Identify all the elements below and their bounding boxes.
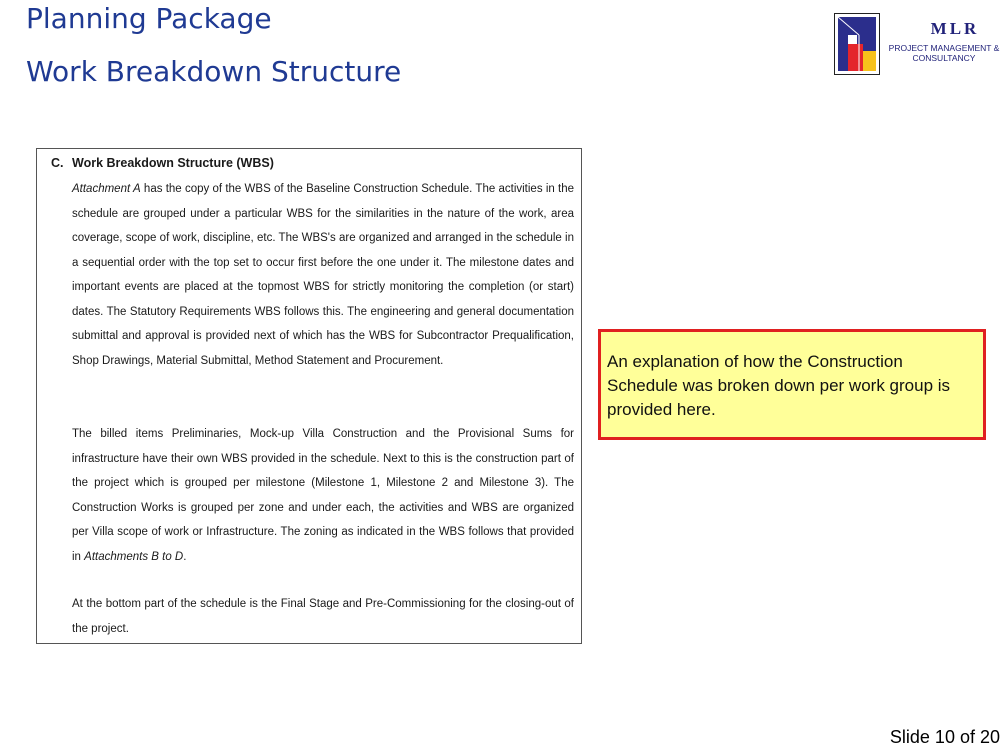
page-subtitle: Work Breakdown Structure xyxy=(26,55,402,88)
paragraph-3: At the bottom part of the schedule is the Final Stage and Pre-Commissioning for the closing-out of the project. xyxy=(72,598,574,635)
logo-subtitle: PROJECT MANAGEMENT & CONSULTANCY xyxy=(888,43,1000,63)
slide-number: Slide 10 of 20 xyxy=(889,727,1000,747)
section-heading xyxy=(51,156,274,170)
logo-name: MLR xyxy=(930,19,980,38)
page-title: Planning Package xyxy=(26,2,272,35)
document-excerpt xyxy=(36,148,582,644)
paragraph-2: The billed items Preliminaries, Mock-up Villa Construction and the Provisional Sums for infrastructure have their own WBS provided in the schedule. Next to this is the construction part of the project which is grouped per milestone (Milestone 1, Milestone 2 and Milestone 3). The Construction Works is grouped per zone and under each, the activities and WBS are organized per Villa scope of work or Infrastructure. The zoning as indicated in the WBS follows that provided in Attachments B to D. xyxy=(72,428,574,563)
section-label: C. xyxy=(51,156,64,170)
logo-mark-icon xyxy=(834,13,880,75)
callout-box: An explanation of how the Construction Schedule was broken down per work group is provided here. xyxy=(598,329,986,440)
company-logo xyxy=(834,13,1004,75)
paragraph-1: Attachment A has the copy of the WBS of the Baseline Construction Schedule. The activities in the schedule are grouped under a particular WBS for the similarities in the nature of the work, area coverage, scope of work, discipline, etc. The WBS's are organized and arranged in the schedule in a sequential order with the top set to occur first before the one under it. The milestone dates and important events are placed at the topmost WBS for strictly monitoring the completion (or start) dates. The Statutory Requirements WBS follows this. The engineering and general documentation submittal and approval is provided next of which has the WBS for Subcontractor Prequalification, Shop Drawings, Material Submittal, Method Statement and Procurement. xyxy=(72,183,575,367)
section-title: Work Breakdown Structure (WBS) xyxy=(72,156,274,170)
